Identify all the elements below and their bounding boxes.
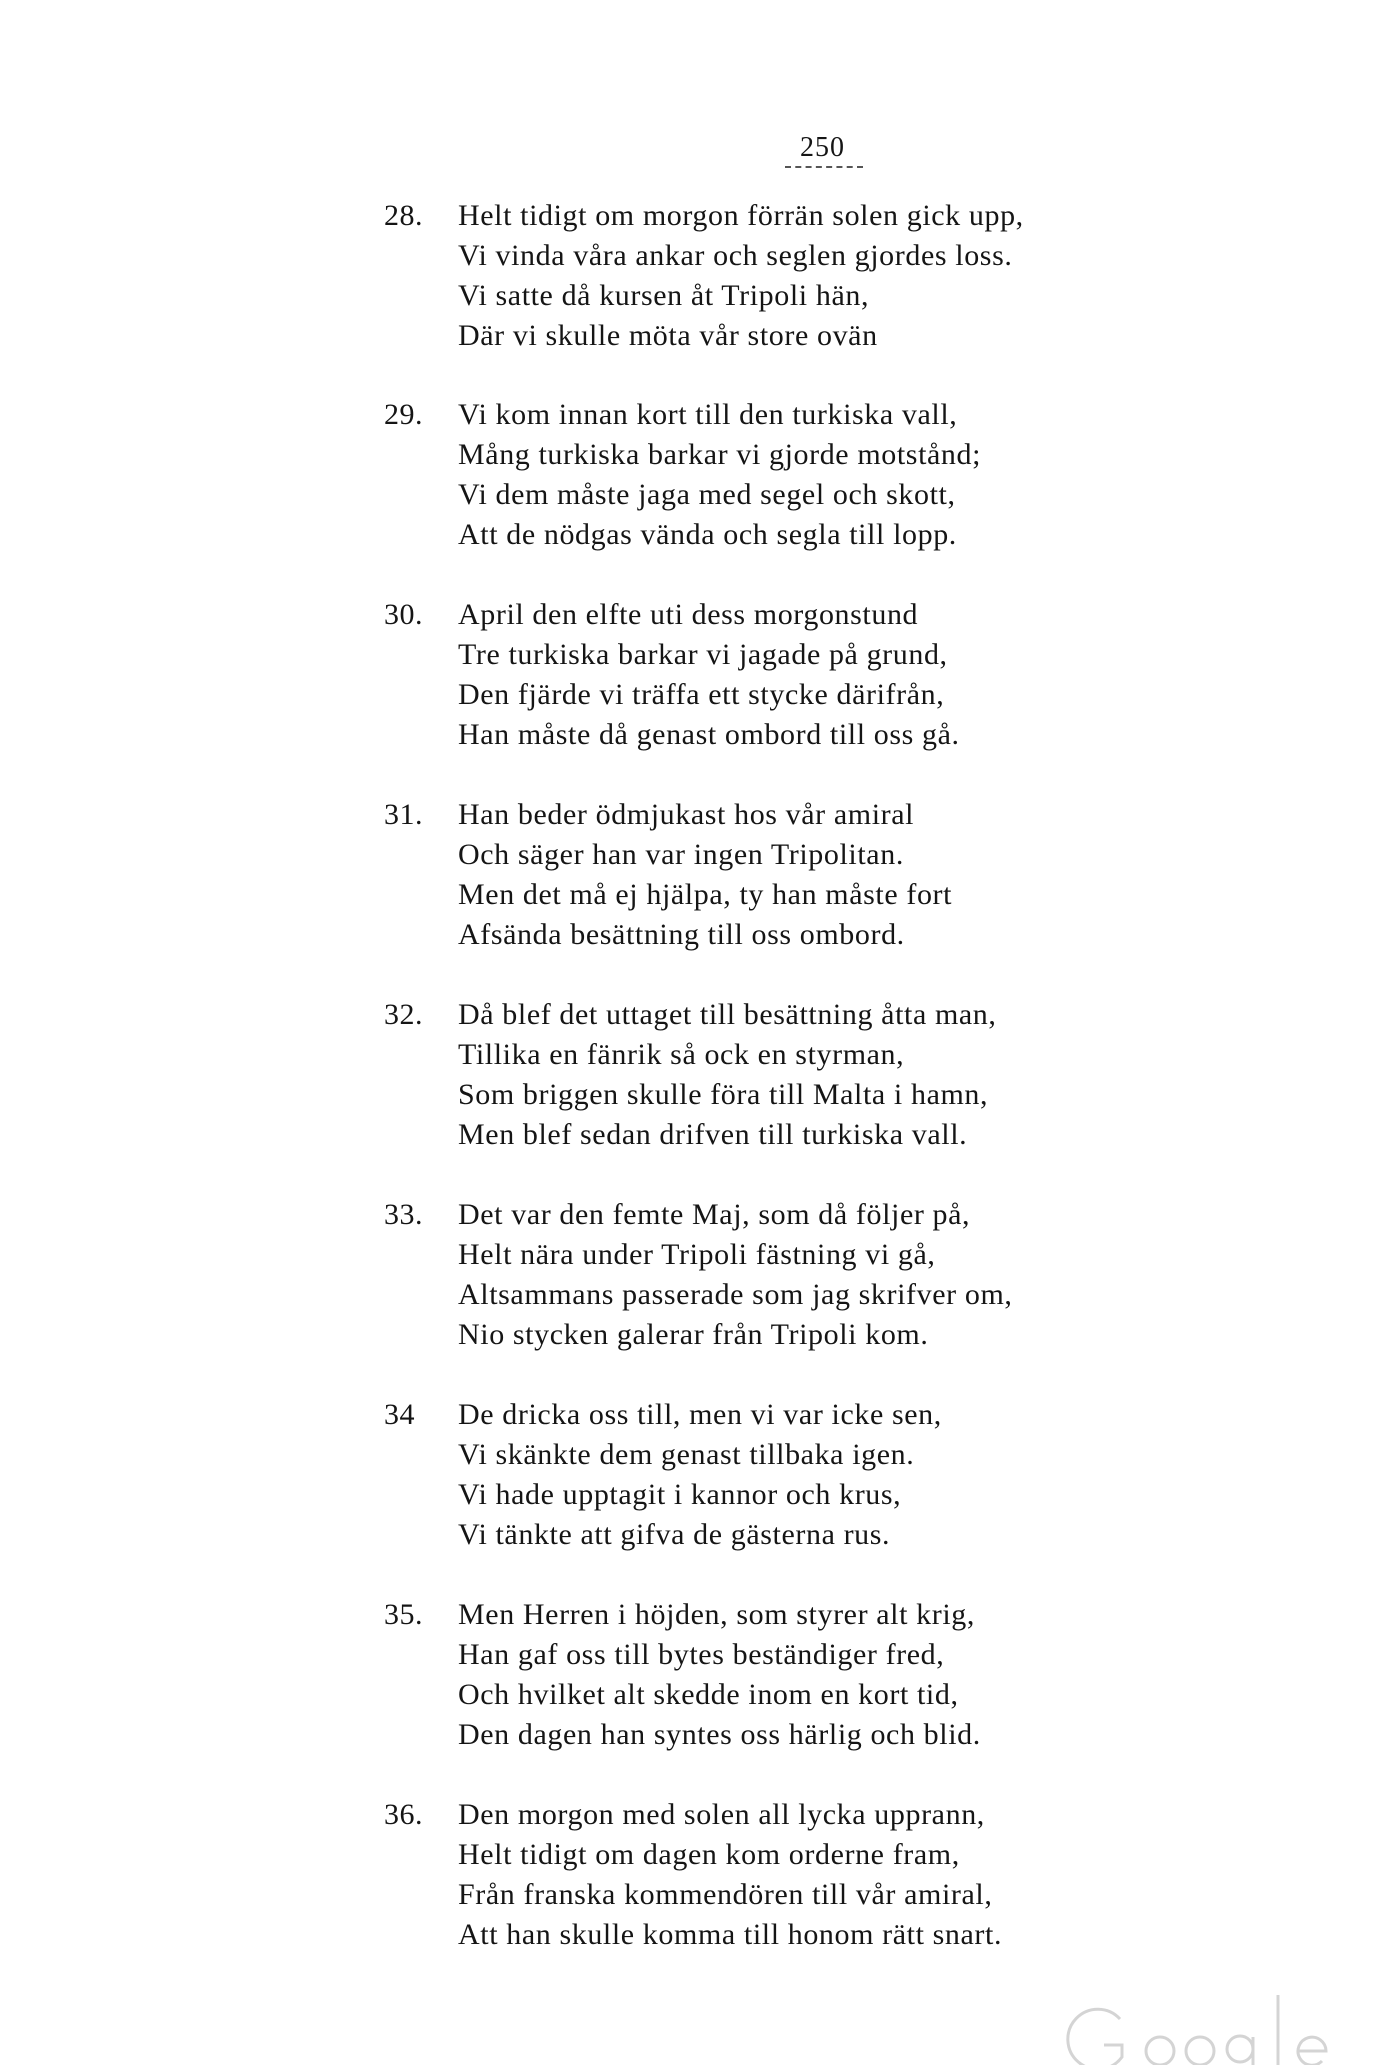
verse-line: Men blef sedan drifven till turkiska vall. (458, 1118, 968, 1151)
verse-line: Och säger han var ingen Tripolitan. (458, 838, 904, 871)
verse-line: Tillika en fänrik så ock en styrman, (458, 1038, 905, 1071)
verse-line: Men Herren i höjden, som styrer alt krig, (458, 1598, 975, 1631)
stanza-lines (458, 795, 952, 955)
stanza-number: 33. (384, 1198, 423, 1231)
verse-line: Tre turkiska barkar vi jagade på grund, (458, 638, 948, 671)
stanza-number: 28. (384, 199, 423, 232)
verse-line: Mång turkiska barkar vi gjorde motstånd; (458, 438, 982, 471)
stanza-number: 34 (384, 1398, 415, 1431)
verse-line: Där vi skulle möta vår store ovän (458, 319, 878, 352)
verse-line: Den dagen han syntes oss härlig och blid. (458, 1718, 981, 1751)
page-number-rule (785, 166, 863, 168)
verse-line: Och hvilket alt skedde inom en kort tid, (458, 1678, 959, 1711)
stanza-number: 31. (384, 798, 423, 831)
stanza-number: 32. (384, 998, 423, 1031)
verse-line: Helt nära under Tripoli fästning vi gå, (458, 1238, 936, 1271)
verse-line: Att han skulle komma till honom rätt snart. (458, 1918, 1003, 1951)
verse-line: Han måste då genast ombord till oss gå. (458, 718, 960, 751)
verse-line: Vi dem måste jaga med segel och skott, (458, 478, 956, 511)
stanza-lines (458, 1795, 1002, 1955)
verse-line: Han gaf oss till bytes beständiger fred, (458, 1638, 945, 1671)
verse-line: April den elfte uti dess morgonstund (458, 598, 919, 631)
verse-line: Den fjärde vi träffa ett stycke därifrån, (458, 678, 945, 711)
verse-line: Som briggen skulle föra till Malta i hamn, (458, 1078, 989, 1111)
stanza-number: 36. (384, 1798, 423, 1831)
stanza-lines (458, 1595, 981, 1755)
verse-line: Vi satte då kursen åt Tripoli hän, (458, 279, 870, 312)
stanza-lines (458, 995, 997, 1155)
verse-line: Vi hade upptagit i kannor och krus, (458, 1478, 902, 1511)
stanza-lines (458, 1395, 942, 1555)
verse-line: Vi tänkte att gifva de gästerna rus. (458, 1518, 891, 1551)
stanza-number: 35. (384, 1598, 423, 1631)
google-watermark (1060, 1985, 1350, 2065)
verse-line: Han beder ödmjukast hos vår amiral (458, 798, 915, 831)
verse-line: Att de nödgas vända och segla till lopp. (458, 518, 957, 551)
verse-line: Helt tidigt om morgon förrän solen gick upp, (458, 199, 1024, 232)
stanza-number: 29. (384, 398, 423, 431)
google-logo-icon (1060, 1985, 1350, 2065)
stanza-number: 30. (384, 598, 423, 631)
verse-line: Afsända besättning till oss ombord. (458, 918, 905, 951)
verse-line: Från franska kommendören till vår amiral, (458, 1878, 993, 1911)
verse-line: Vi vinda våra ankar och seglen gjordes loss. (458, 239, 1013, 272)
verse-line: Helt tidigt om dagen kom orderne fram, (458, 1838, 960, 1871)
verse-line: Den morgon med solen all lycka upprann, (458, 1798, 985, 1831)
verse-line: Vi skänkte dem genast tillbaka igen. (458, 1438, 915, 1471)
stanza-lines (458, 595, 960, 755)
stanza-lines (458, 196, 1024, 356)
page-number: 250 (800, 132, 845, 163)
verse-line: Men det må ej hjälpa, ty han måste fort (458, 878, 953, 911)
stanza-lines (458, 395, 981, 555)
verse-line: Det var den femte Maj, som då följer på, (458, 1198, 971, 1231)
verse-line: Nio stycken galerar från Tripoli kom. (458, 1318, 929, 1351)
verse-line: De dricka oss till, men vi var icke sen, (458, 1398, 942, 1431)
stanza-lines (458, 1195, 1012, 1355)
verse-line: Vi kom innan kort till den turkiska vall, (458, 398, 958, 431)
verse-line: Altsammans passerade som jag skrifver om, (458, 1278, 1013, 1311)
verse-line: Då blef det uttaget till besättning åtta man, (458, 998, 997, 1031)
